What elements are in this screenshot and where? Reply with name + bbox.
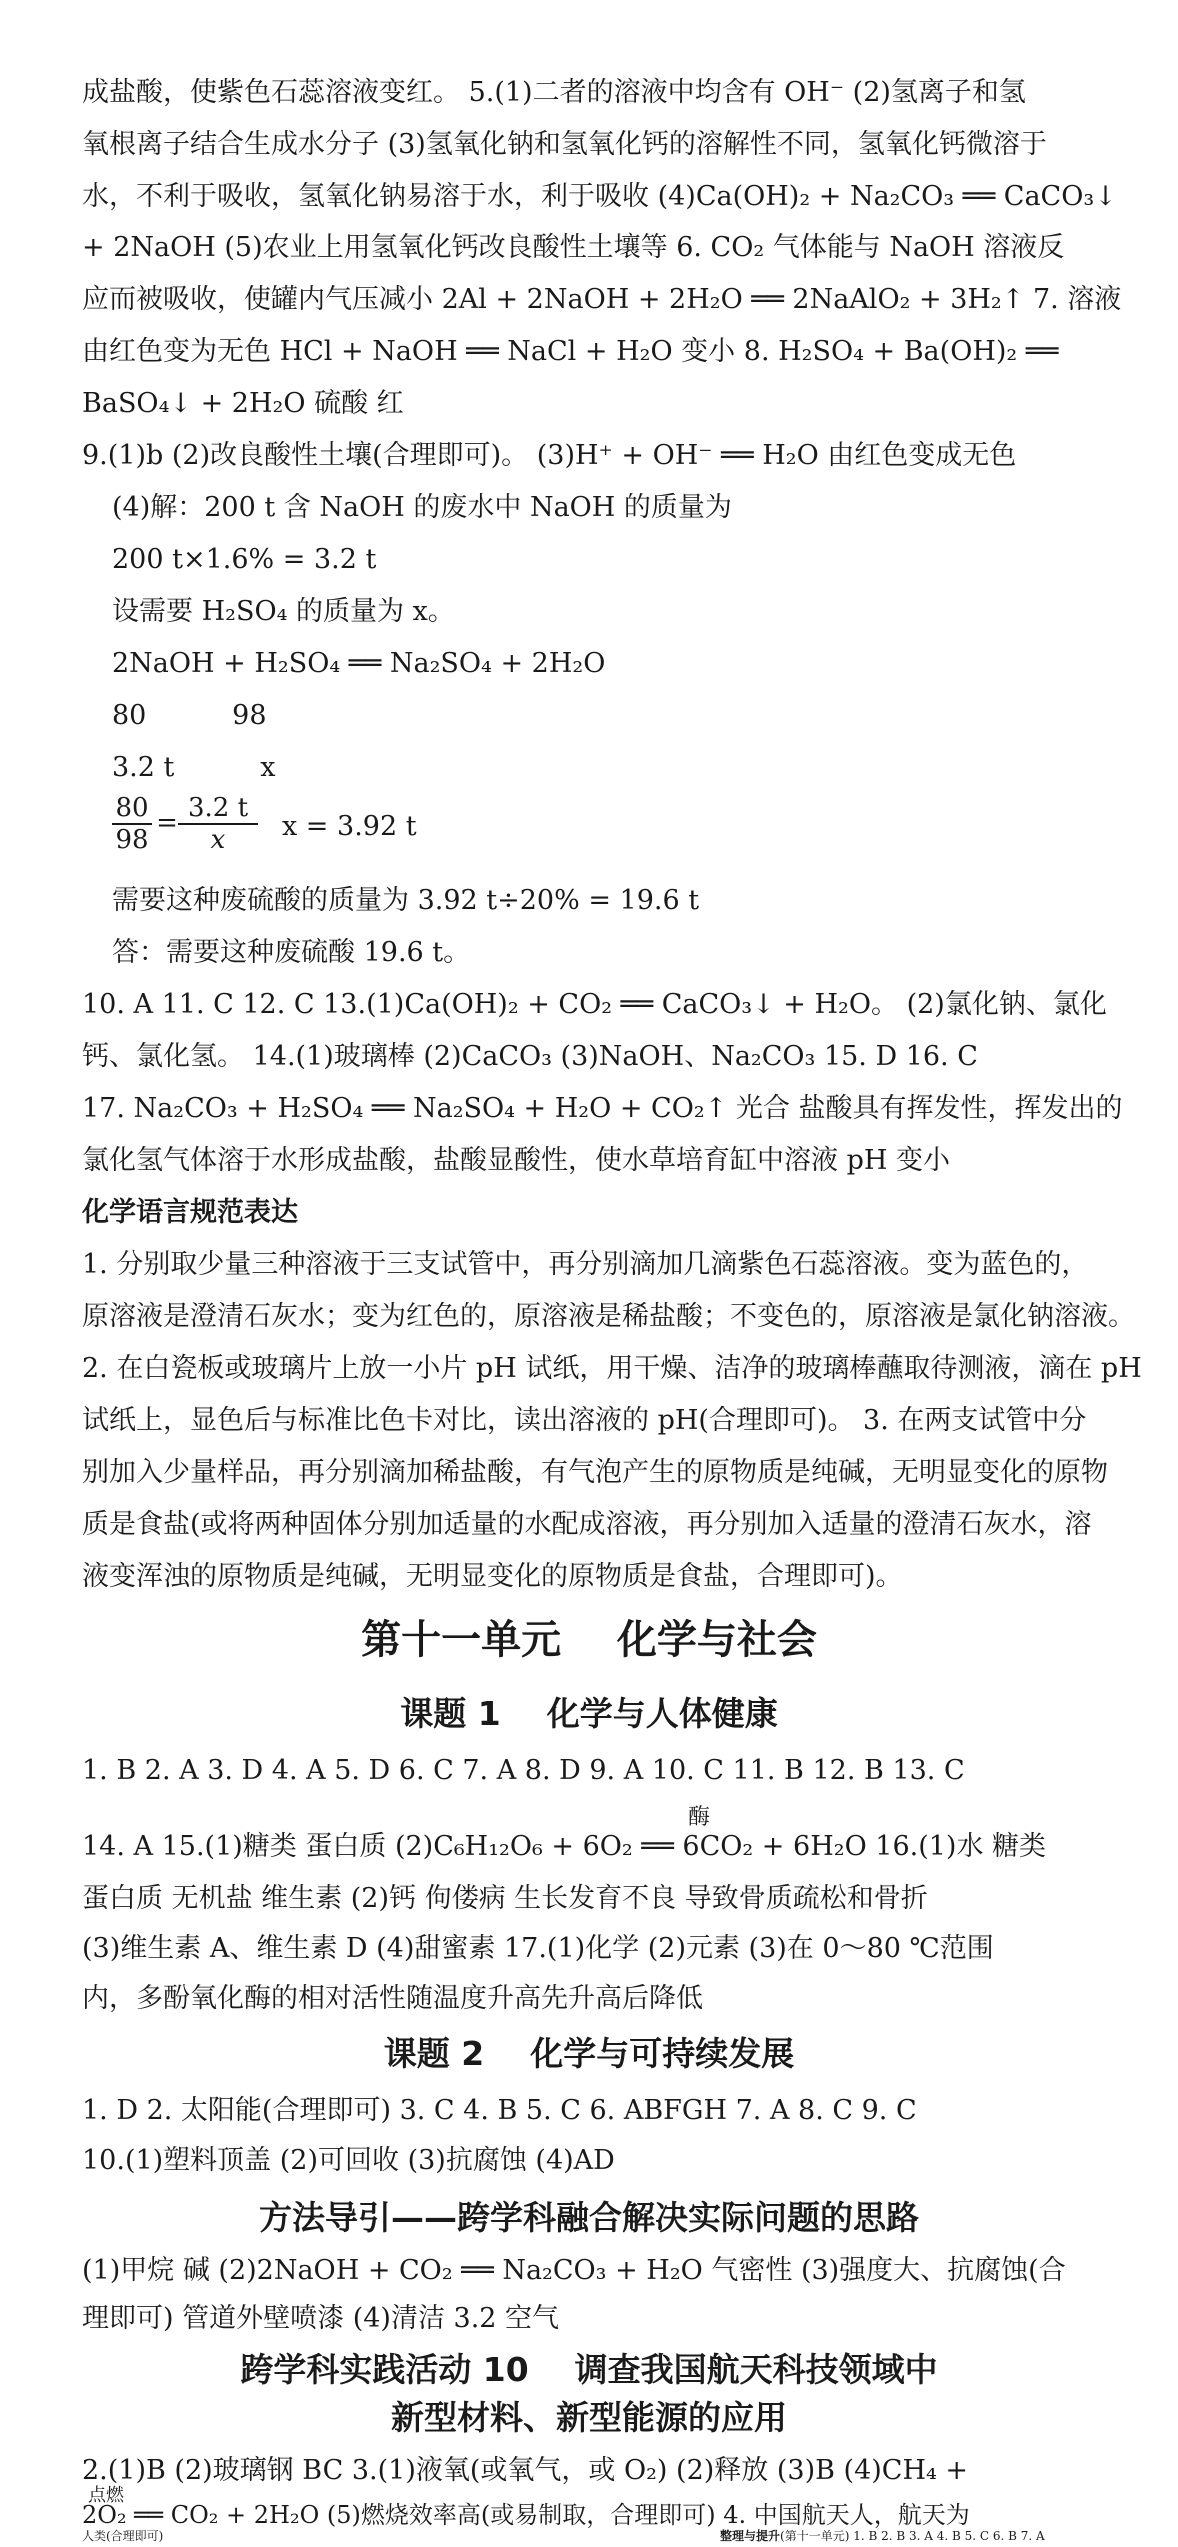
answer-line: 液变浑浊的原物质是纯碱，无明显变化的原物质是食盐，合理即可)。 <box>82 1561 903 1592</box>
fraction-numerator: 80 <box>115 793 149 823</box>
solution-line: 设需要 H₂SO₄ 的质量为 x。 <box>112 596 455 627</box>
answer-line: 钙、氯化氢。 14.(1)玻璃棒 (2)CaCO₃ (3)NaOH、Na₂CO₃ 15. D 16. C <box>82 1041 978 1072</box>
review-answers: 1. B 2. B 3. A 4. B 5. C 6. B 7. A <box>853 2529 1045 2543</box>
ratio-line: 80 98 <box>112 700 267 731</box>
answer-line: 10.(1)塑料顶盖 (2)可回收 (3)抗腐蚀 (4)AD <box>82 2145 615 2176</box>
solution-line: (4)解：200 t 含 NaOH 的废水中 NaOH 的质量为 <box>112 492 732 523</box>
answer-line: 人类(合理即可) <box>82 2529 164 2543</box>
equals-sign: = <box>156 808 178 838</box>
answer-line: 9.(1)b (2)改良酸性土壤(合理即可)。 (3)H⁺ + OH⁻ ══ H₂O 由红色变成无色 <box>82 440 1017 471</box>
answer-line: (3)维生素 A、维生素 D (4)甜蜜素 17.(1)化学 (2)元素 (3)在 0～80 ℃范围 <box>82 1933 994 1964</box>
reaction-condition: 酶 <box>688 1805 711 1830</box>
review-section <box>720 2528 1160 2544</box>
fraction-numerator: 3.2 t <box>187 793 249 823</box>
answer-line: 由红色变为无色 HCl + NaOH ══ NaCl + H₂O 变小 8. H₂SO₄ + Ba(OH)₂ ══ <box>82 336 1059 367</box>
lesson-heading: 课题 2 化学与可持续发展 <box>383 2034 795 2073</box>
section-title: 化学语言规范表达 <box>82 1197 298 1228</box>
equation-line: 2NaOH + H₂SO₄ ══ Na₂SO₄ + 2H₂O <box>112 648 606 679</box>
ratio-line: 3.2 t x <box>112 752 276 783</box>
answer-line: 2.(1)B (2)玻璃钢 BC 3.(1)液氧(或氧气，或 O₂) (2)释放 (3)B (4)CH₄ + <box>82 2455 969 2486</box>
lesson-heading: 课题 1 化学与人体健康 <box>400 1694 778 1733</box>
answer-line: 应而被吸收，使罐内气压减小 2Al + 2NaOH + 2H₂O ══ 2NaAlO₂ + 3H₂↑ 7. 溶液 <box>82 284 1122 315</box>
answer-line: BaSO₄↓ + 2H₂O 硫酸 红 <box>82 388 404 419</box>
answer-line: 14. A 15.(1)糖类 蛋白质 (2)C₆H₁₂O₆ + 6O₂ ══ 6CO₂ + 6H₂O 16.(1)水 糖类 <box>82 1831 1047 1862</box>
fraction-80-98 <box>112 793 152 855</box>
answer-line: 1. D 2. 太阳能(合理即可) 3. C 4. B 5. C 6. ABFGH 7. A 8. C 9. C <box>82 2095 917 2126</box>
solution-line: 需要这种废硫酸的质量为 3.92 t÷20% = 19.6 t <box>112 885 700 916</box>
answer-line: 17. Na₂CO₃ + H₂SO₄ ══ Na₂SO₄ + H₂O + CO₂↑ 光合 盐酸具有挥发性，挥发出的 <box>82 1093 1123 1124</box>
answer-line: 质是食盐(或将两种固体分别加适量的水配成溶液，再分别加入适量的澄清石灰水，溶 <box>82 1509 1092 1540</box>
reaction-condition: 点燃 <box>88 2485 124 2506</box>
activity-subheading: 新型材料、新型能源的应用 <box>391 2398 787 2437</box>
answer-line: 原溶液是澄清石灰水；变为红色的，原溶液是稀盐酸；不变色的，原溶液是氯化钠溶液。 <box>82 1301 1135 1332</box>
answer-line: 氧根离子结合生成水分子 (3)氢氧化钠和氢氧化钙的溶解性不同，氢氧化钙微溶于 <box>82 129 1047 160</box>
answer-line: + 2NaOH (5)农业上用氢氧化钙改良酸性土壤等 6. CO₂ 气体能与 NaOH 溶液反 <box>82 232 1065 263</box>
answer-line: 2. 在白瓷板或玻璃片上放一小片 pH 试纸，用干燥、洁净的玻璃棒蘸取待测液，滴在 pH <box>82 1353 1142 1384</box>
result-value: x = 3.92 t <box>282 811 417 842</box>
section-heading: 方法导引——跨学科融合解决实际问题的思路 <box>259 2198 919 2237</box>
review-heading-unit: (第十一单元) <box>780 2529 854 2543</box>
review-heading: 整理与提升 <box>720 2529 781 2543</box>
answer-line: 蛋白质 无机盐 维生素 (2)钙 佝偻病 生长发育不良 导致骨质疏松和骨折 <box>82 1883 928 1914</box>
answer-line: 10. A 11. C 12. C 13.(1)Ca(OH)₂ + CO₂ ══ CaCO₃↓ + H₂O。 (2)氯化钠、氯化 <box>82 989 1107 1020</box>
answer-line: 1. 分别取少量三种溶液于三支试管中，再分别滴加几滴紫色石蕊溶液。变为蓝色的， <box>82 1249 1089 1280</box>
answer-line: 氯化氢气体溶于水形成盐酸，盐酸显酸性，使水草培育缸中溶液 pH 变小 <box>82 1145 950 1176</box>
answer-line: 内，多酚氧化酶的相对活性随温度升高先升高后降低 <box>82 1983 703 2014</box>
answer-line: 1. B 2. A 3. D 4. A 5. D 6. C 7. A 8. D 9. A 10. C 11. B 12. B 13. C <box>82 1755 965 1786</box>
answer-line: (1)甲烷 碱 (2)2NaOH + CO₂ ══ Na₂CO₃ + H₂O 气密性 (3)强度大、抗腐蚀(合 <box>82 2255 1066 2286</box>
fraction-denominator: 98 <box>112 823 152 855</box>
unit-heading: 第十一单元 化学与社会 <box>361 1617 817 1663</box>
fraction-32-x <box>178 793 258 855</box>
answer-line: 理即可) 管道外壁喷漆 (4)清洁 3.2 空气 <box>82 2303 560 2334</box>
activity-heading: 跨学科实践活动 10 调查我国航天科技领域中 <box>240 2350 938 2389</box>
answer-line: 试纸上，显色后与标准比色卡对比，读出溶液的 pH(合理即可)。 3. 在两支试管中分 <box>82 1405 1087 1436</box>
answer-line: 水，不利于吸收，氢氧化钠易溶于水，利于吸收 (4)Ca(OH)₂ + Na₂CO₃ ══ CaCO₃↓ <box>82 181 1117 212</box>
solution-line: 200 t×1.6% = 3.2 t <box>112 544 377 575</box>
answer-line: 成盐酸，使紫色石蕊溶液变红。 5.(1)二者的溶液中均含有 OH⁻ (2)氢离子和氢 <box>82 77 1026 108</box>
answer-line: 2O₂ ══ CO₂ + 2H₂O (5)燃烧效率高(或易制取，合理即可) 4. 中国航天人，航天为 <box>82 2501 970 2529</box>
answer-line: 别加入少量样品，再分别滴加稀盐酸，有气泡产生的原物质是纯碱，无明显变化的原物 <box>82 1457 1108 1488</box>
solution-line: 答：需要这种废硫酸 19.6 t。 <box>112 937 471 968</box>
fraction-denominator: x <box>178 823 258 855</box>
